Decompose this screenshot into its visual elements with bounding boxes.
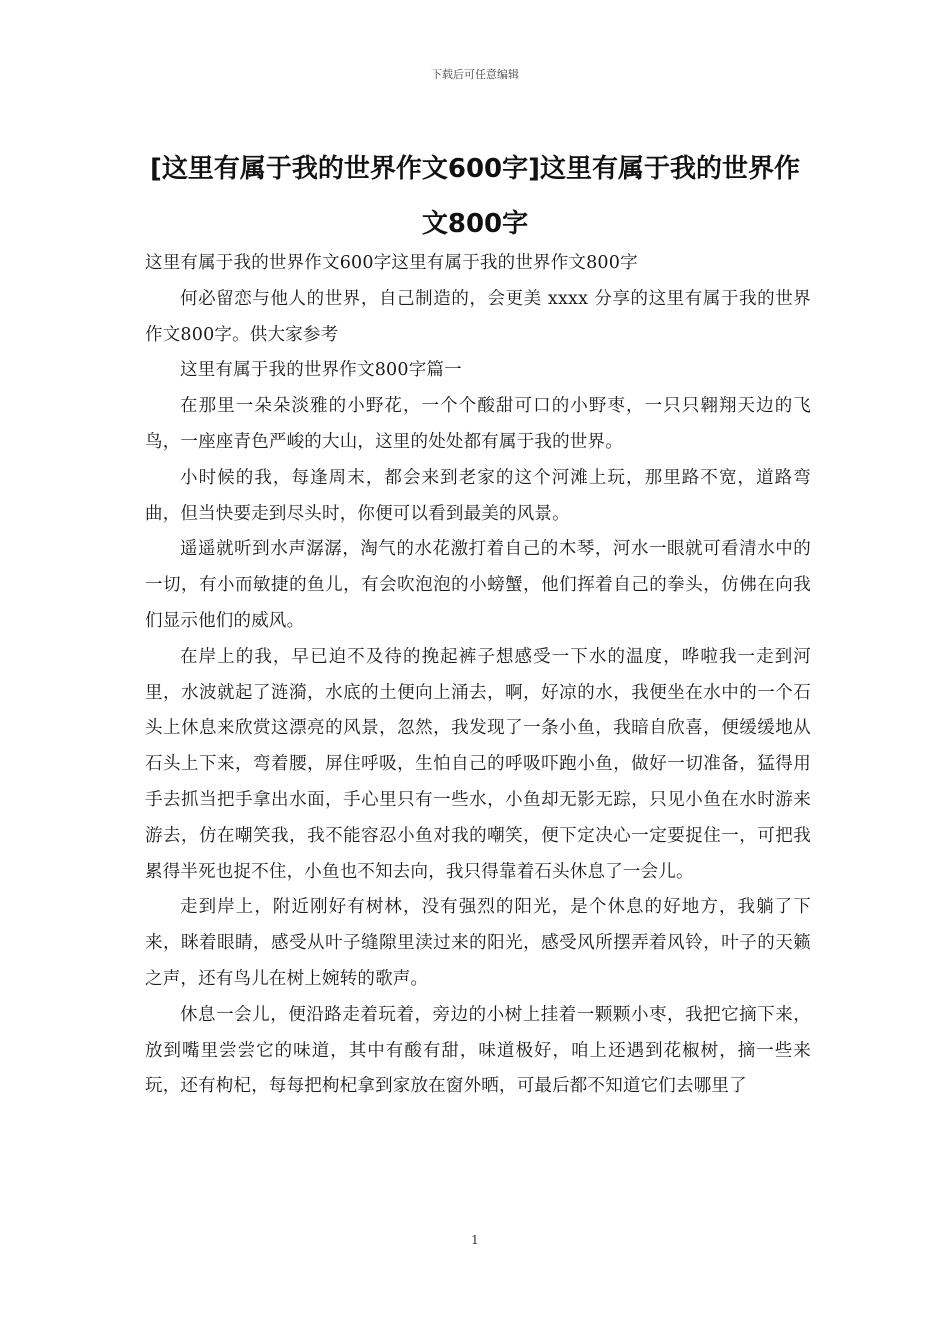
paragraph: 在岸上的我，早已迫不及待的挽起裤子想感受一下水的温度，哗啦我一走到河里，水波就起了涟漪，水底的土便向上涌去，啊，好凉的水，我便坐在水中的一个石头上休息来欣赏这漂亮的风景，忽然，我发现了一条小鱼，我暗自欣喜，便缓缓地从石头上下来，弯着腰，屏住呼吸，生怕自己的呼吸吓跑小鱼，做好一切准备，猛得用手去抓当把手拿出水面，手心里只有一些水，小鱼却无影无踪，只见小鱼在水时游来游去，仿在嘲笑我，我不能容忍小鱼对我的嘲笑，便下定决心一定要捉住一，可把我累得半死也捉不住，小鱼也不知去向，我只得靠着石头休息了一会儿。 [145, 646, 811, 882]
document-body [145, 246, 811, 1105]
paragraph: 小时候的我，每逢周末，都会来到老家的这个河滩上玩，那里路不宽，道路弯曲，但当快要走到尽头时，你便可以看到最美的风景。 [145, 467, 811, 524]
paragraph: 遥遥就听到水声潺潺，淘气的水花激打着自己的木琴，河水一眼就可看清水中的一切，有小而敏捷的鱼儿，有会吹泡泡的小螃蟹，他们挥着自己的拳头，仿佛在向我们显示他们的威风。 [145, 539, 811, 631]
paragraph: 在那里一朵朵淡雅的小野花，一个个酸甜可口的小野枣，一只只翱翔天边的飞鸟，一座座青色严峻的大山，这里的处处都有属于我的世界。 [145, 396, 811, 452]
paragraph: 休息一会儿，便沿路走着玩着，旁边的小树上挂着一颗颗小枣，我把它摘下来，放到嘴里尝尝它的味道，其中有酸有甜，味道极好，咱上还遇到花椒树，摘一些来玩，还有枸杞，每每把枸杞拿到家放在窗外晒，可最后都不知道它们去哪里了 [145, 1004, 811, 1097]
paragraph: 走到岸上，附近刚好有树林，没有强烈的阳光，是个休息的好地方，我躺了下来，眯着眼睛，感受从叶子缝隙里渎过来的阳光，感受风所摆弄着风铃，叶子的天籁之声，还有鸟儿在树上婉转的歌声。 [145, 897, 811, 989]
page-number: 1 [471, 1233, 479, 1247]
paragraph-subtitle: 这里有属于我的世界作文600字这里有属于我的世界作文800字 [145, 253, 638, 273]
paragraph-intro: 何必留恋与他人的世界，自己制造的，会更美 xxxx 分享的这里有属于我的世界作文800字。供大家参考 [145, 288, 811, 345]
header-note: 下载后可任意编辑 [431, 68, 519, 81]
document-title: [这里有属于我的世界作文600字]这里有属于我的世界作文800字 [149, 154, 801, 239]
paragraph-section-heading: 这里有属于我的世界作文800字篇一 [180, 360, 462, 381]
